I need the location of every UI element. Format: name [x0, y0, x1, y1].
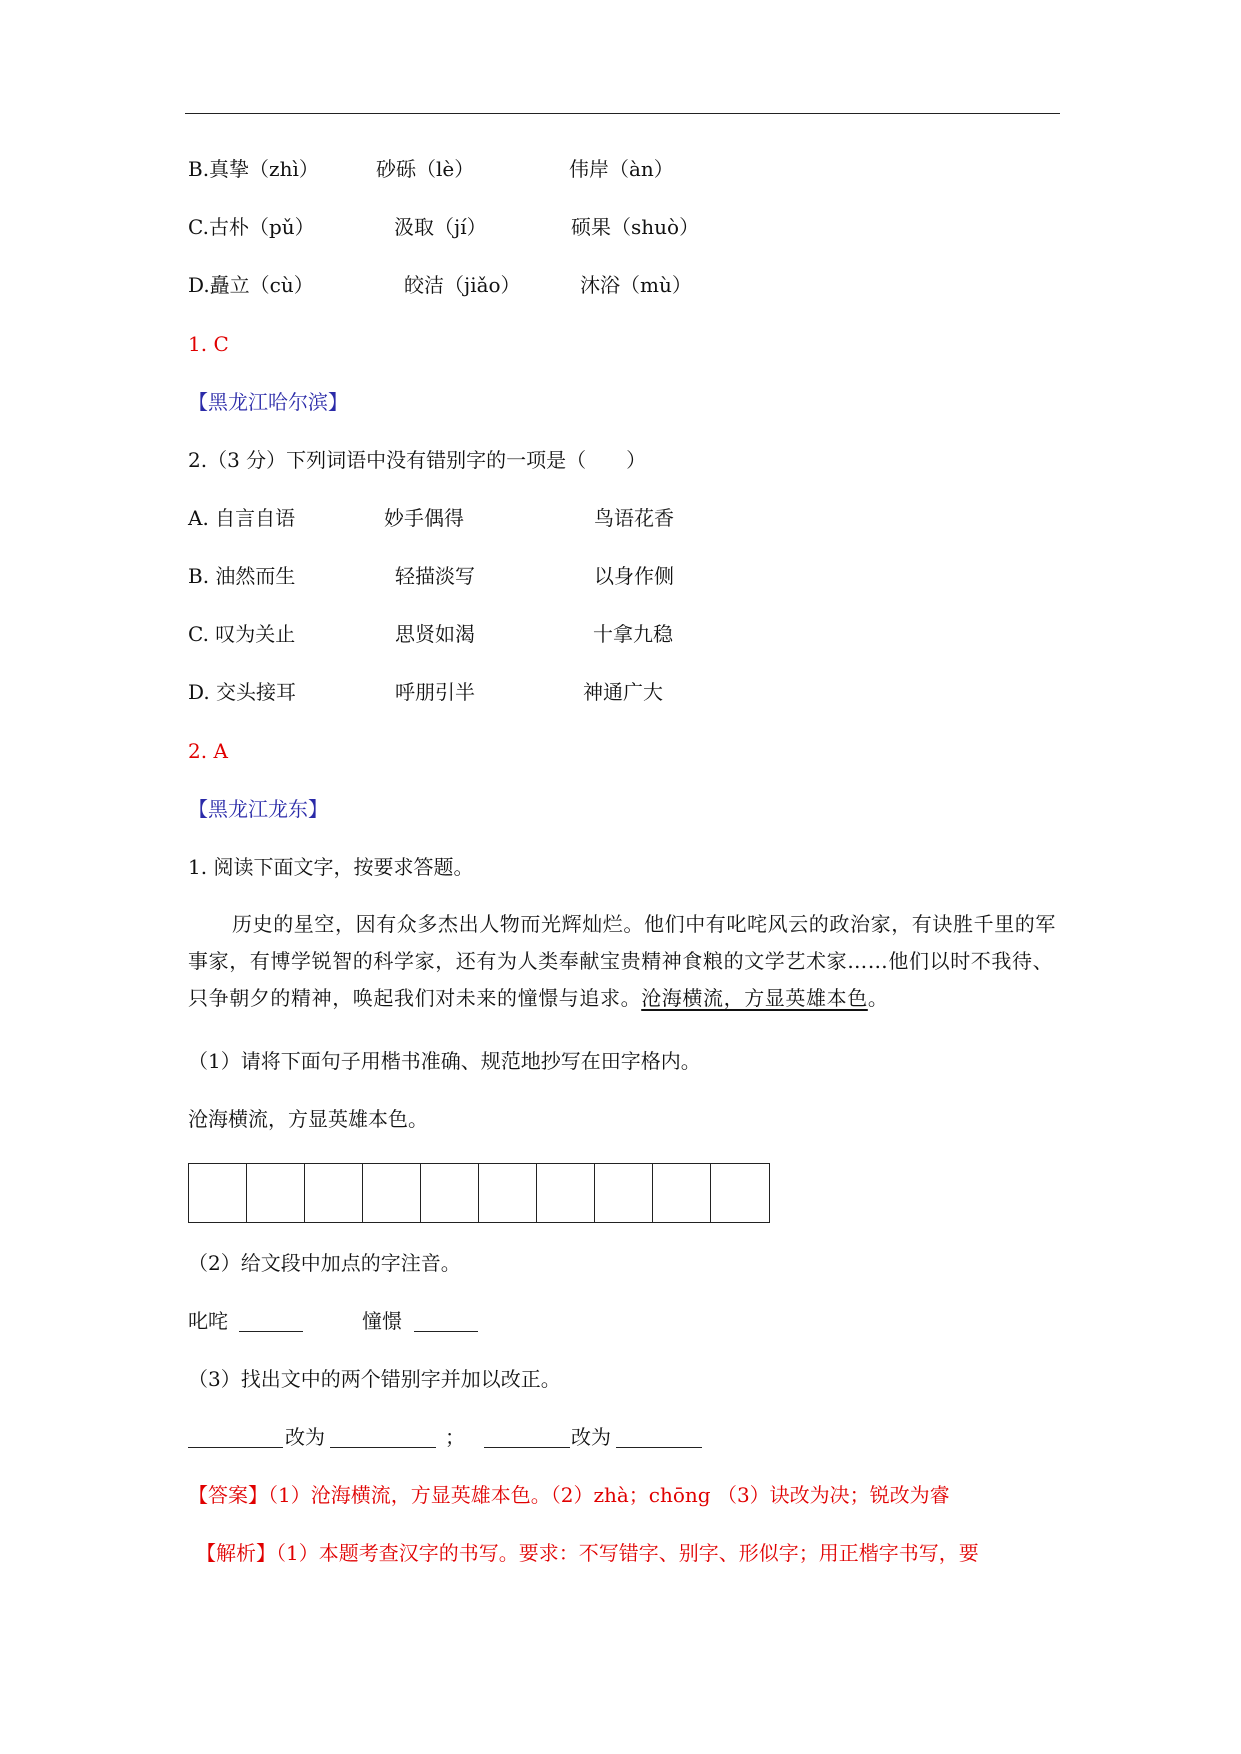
- blank-wrong-char-2[interactable]: [484, 1425, 570, 1448]
- sub-question-1: （1）请将下面句子用楷书准确、规范地抄写在田字格内。: [188, 1049, 701, 1073]
- blank-chongjing[interactable]: [414, 1309, 478, 1332]
- option-c-1: C.古朴（pǔ）: [188, 215, 315, 239]
- option-c-3: 硕果（shuò）: [571, 215, 700, 239]
- change-to-label-1: 改为: [285, 1425, 325, 1449]
- grid-cell[interactable]: [247, 1164, 305, 1222]
- reading-passage: [188, 906, 1060, 1017]
- grid-cell[interactable]: [537, 1164, 595, 1222]
- option-b-2: 砂砾（lè）: [376, 157, 475, 181]
- separator: ；: [445, 1425, 465, 1449]
- q2-option-b-1: B. 油然而生: [188, 564, 296, 588]
- option-d-3: 沐浴（mù）: [580, 273, 692, 297]
- question-2-stem: 2.（3 分）下列词语中没有错别字的一项是（ ）: [188, 448, 647, 472]
- q2-option-a-3: 鸟语花香: [594, 506, 674, 530]
- passage-underlined-sentence: 沧海横流，方显英雄本色: [641, 986, 868, 1010]
- option-b-3: 伟岸（àn）: [569, 157, 674, 181]
- header-rule: [185, 113, 1060, 114]
- copy-sentence: 沧海横流，方显英雄本色。: [188, 1107, 428, 1131]
- q2-option-c-1: C. 叹为关止: [188, 622, 296, 646]
- answer-2: 2. A: [188, 739, 228, 763]
- grid-cell[interactable]: [421, 1164, 479, 1222]
- q2-option-d-2: 呼朋引半: [395, 680, 475, 704]
- sub-question-2: （2）给文段中加点的字注音。: [188, 1251, 461, 1275]
- q2-option-d-3: 神通广大: [583, 680, 663, 704]
- answer-3: 【答案】（1）沧海横流，方显英雄本色。（2）zhà；chōng （3）诀改为决；锐改为睿: [188, 1483, 950, 1507]
- sub-question-3: （3）找出文中的两个错别字并加以改正。: [188, 1367, 561, 1391]
- q2-option-b-3: 以身作侧: [594, 564, 674, 588]
- grid-cell[interactable]: [363, 1164, 421, 1222]
- writing-grid: [188, 1163, 770, 1223]
- question-3-stem: 1. 阅读下面文字，按要求答题。: [188, 855, 474, 879]
- change-to-label-2: 改为: [571, 1425, 611, 1449]
- option-d-2: 皎洁（jiǎo）: [404, 273, 521, 297]
- blank-correct-char-1[interactable]: [330, 1425, 436, 1448]
- answer-1: 1. C: [188, 332, 229, 356]
- grid-cell[interactable]: [305, 1164, 363, 1222]
- option-b-1: B.真挚（zhì）: [188, 157, 319, 181]
- region-heading-longdong: 【黑龙江龙东】: [188, 797, 328, 821]
- q2-option-a-2: 妙手偶得: [384, 506, 464, 530]
- grid-cell[interactable]: [653, 1164, 711, 1222]
- q2-option-a-1: A. 自言自语: [188, 506, 296, 530]
- blank-wrong-char-1[interactable]: [188, 1425, 283, 1448]
- q2-option-c-2: 思贤如渴: [395, 622, 475, 646]
- blank-chizha[interactable]: [239, 1309, 303, 1332]
- passage-end-punct: 。: [867, 986, 889, 1010]
- region-heading-harbin: 【黑龙江哈尔滨】: [188, 390, 348, 414]
- passage-text: 历史的星空，因有众多杰出人物而光辉灿烂。他们中有叱咤风云的政治家，有诀胜千里的军事家，有博学锐智的科学家，还有为人类奉献宝贵精神食粮的文学艺术家……他们以时不我待、只争朝夕的精神，唤起我们对未来的憧憬与追求。: [188, 912, 1056, 1010]
- option-c-2: 汲取（jí）: [394, 215, 487, 239]
- grid-cell[interactable]: [479, 1164, 537, 1222]
- q2-option-d-1: D. 交头接耳: [188, 680, 297, 704]
- option-d-1: D.矗立（cù）: [188, 273, 314, 297]
- q2-option-c-3: 十拿九稳: [593, 622, 673, 646]
- q2-option-b-2: 轻描淡写: [395, 564, 475, 588]
- grid-cell[interactable]: [595, 1164, 653, 1222]
- word-chizha: 叱咤: [188, 1309, 228, 1333]
- analysis: 【解析】（1）本题考查汉字的书写。要求：不写错字、别字、形似字；用正楷字书写，要: [196, 1541, 979, 1565]
- blank-correct-char-2[interactable]: [616, 1425, 702, 1448]
- grid-cell[interactable]: [711, 1164, 769, 1222]
- word-chongjing: 憧憬: [362, 1309, 402, 1333]
- grid-cell[interactable]: [189, 1164, 247, 1222]
